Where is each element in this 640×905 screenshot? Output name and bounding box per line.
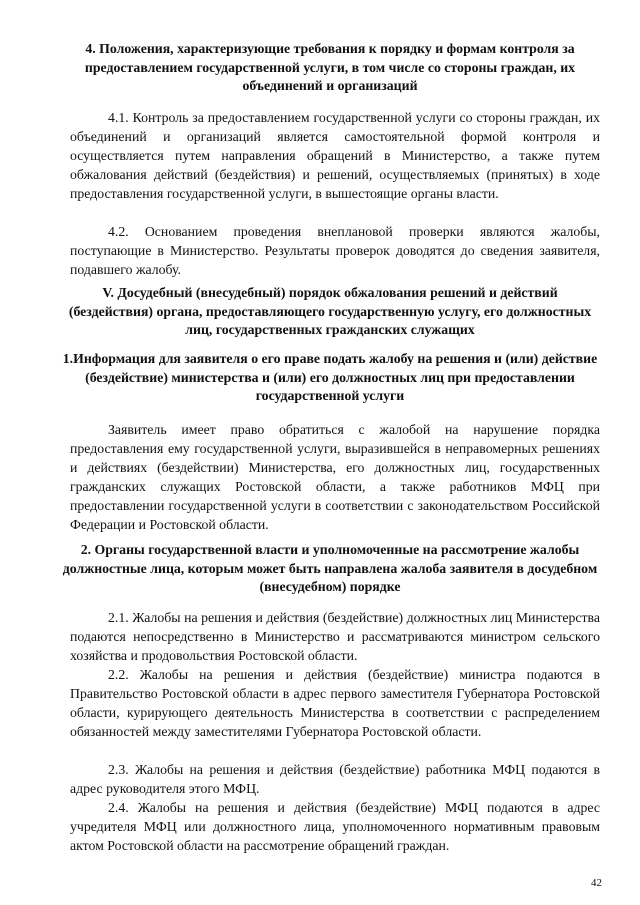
paragraph-4-1: 4.1. Контроль за предоставлением государственной услуги со стороны граждан, их объединений и организаций является самостоятельной формой контроля и осуществляется путем направления обращений в Министерство, а также путем обжалования действий (бездействия) и решений, осуществляемых (принятых) в ходе предоставления государственной услуги, в вышестоящие органы власти. xyxy=(70,110,600,201)
paragraph-4-2: 4.2. Основанием проведения внеплановой проверки являются жалобы, поступающие в Министерство. Результаты проверок доводятся до сведения заявителя, подавшего жалобу. xyxy=(70,224,600,277)
page-number: 42 xyxy=(591,877,602,889)
paragraph-2-2: 2.2. Жалобы на решения и действия (бездействие) министра подаются в Правительство Ростовской области в адрес первого заместителя Губернатора Ростовской области, курирующего деятельность Министерства в соответствии с распределением обязанностей между заместителями Губернатора Ростовской области. xyxy=(70,667,600,739)
paragraph-2-4: 2.4. Жалобы на решения и действия (бездействие) МФЦ подаются в адрес учредителя МФЦ или должностного лица, уполномоченного нормативным правовым актом Ростовской области на рассмотрение обращений граждан. xyxy=(70,800,600,853)
section-5-heading: V. Досудебный (внесудебный) порядок обжалования решений и действий (бездействия) органа, предоставляющего государственную услугу, его должностных лиц, государственных гражданских служащих xyxy=(68,285,592,337)
paragraph-2-3: 2.3. Жалобы на решения и действия (бездействие) работника МФЦ подаются в адрес руководителя этого МФЦ. xyxy=(70,762,600,796)
subsection-1-heading: 1.Информация для заявителя о его праве подать жалобу на решения и (или) действие (бездействие) министерства и (или) его должностных лиц при предоставлении государственной услуги xyxy=(62,351,598,403)
subsection-1-paragraph: Заявитель имеет право обратиться с жалобой на нарушение порядка предоставления ему государственной услуги, выразившейся в неправомерных решениях и действиях (бездействии) Министерства, его должностных лиц, государственных гражданских служащих Ростовской области, а также работников МФЦ при предоставлении государственной услуги в соответствии с законодательством Российской Федерации и Ростовской области. xyxy=(70,422,600,532)
subsection-2-heading: 2. Органы государственной власти и уполномоченные на рассмотрение жалобы должностные лица, которым может быть направлена жалоба заявителя в досудебном (внесудебном) порядке xyxy=(62,542,598,594)
paragraph-2-1: 2.1. Жалобы на решения и действия (бездействие) должностных лиц Министерства подаются непосредственно в Министерство и рассматриваются министром сельского хозяйства и продовольствия Ростовской области. xyxy=(70,610,600,663)
section-4-heading: 4. Положения, характеризующие требования к порядку и формам контроля за предоставлением государственной услуги, в том числе со стороны граждан, их объединений и организаций xyxy=(84,41,576,93)
